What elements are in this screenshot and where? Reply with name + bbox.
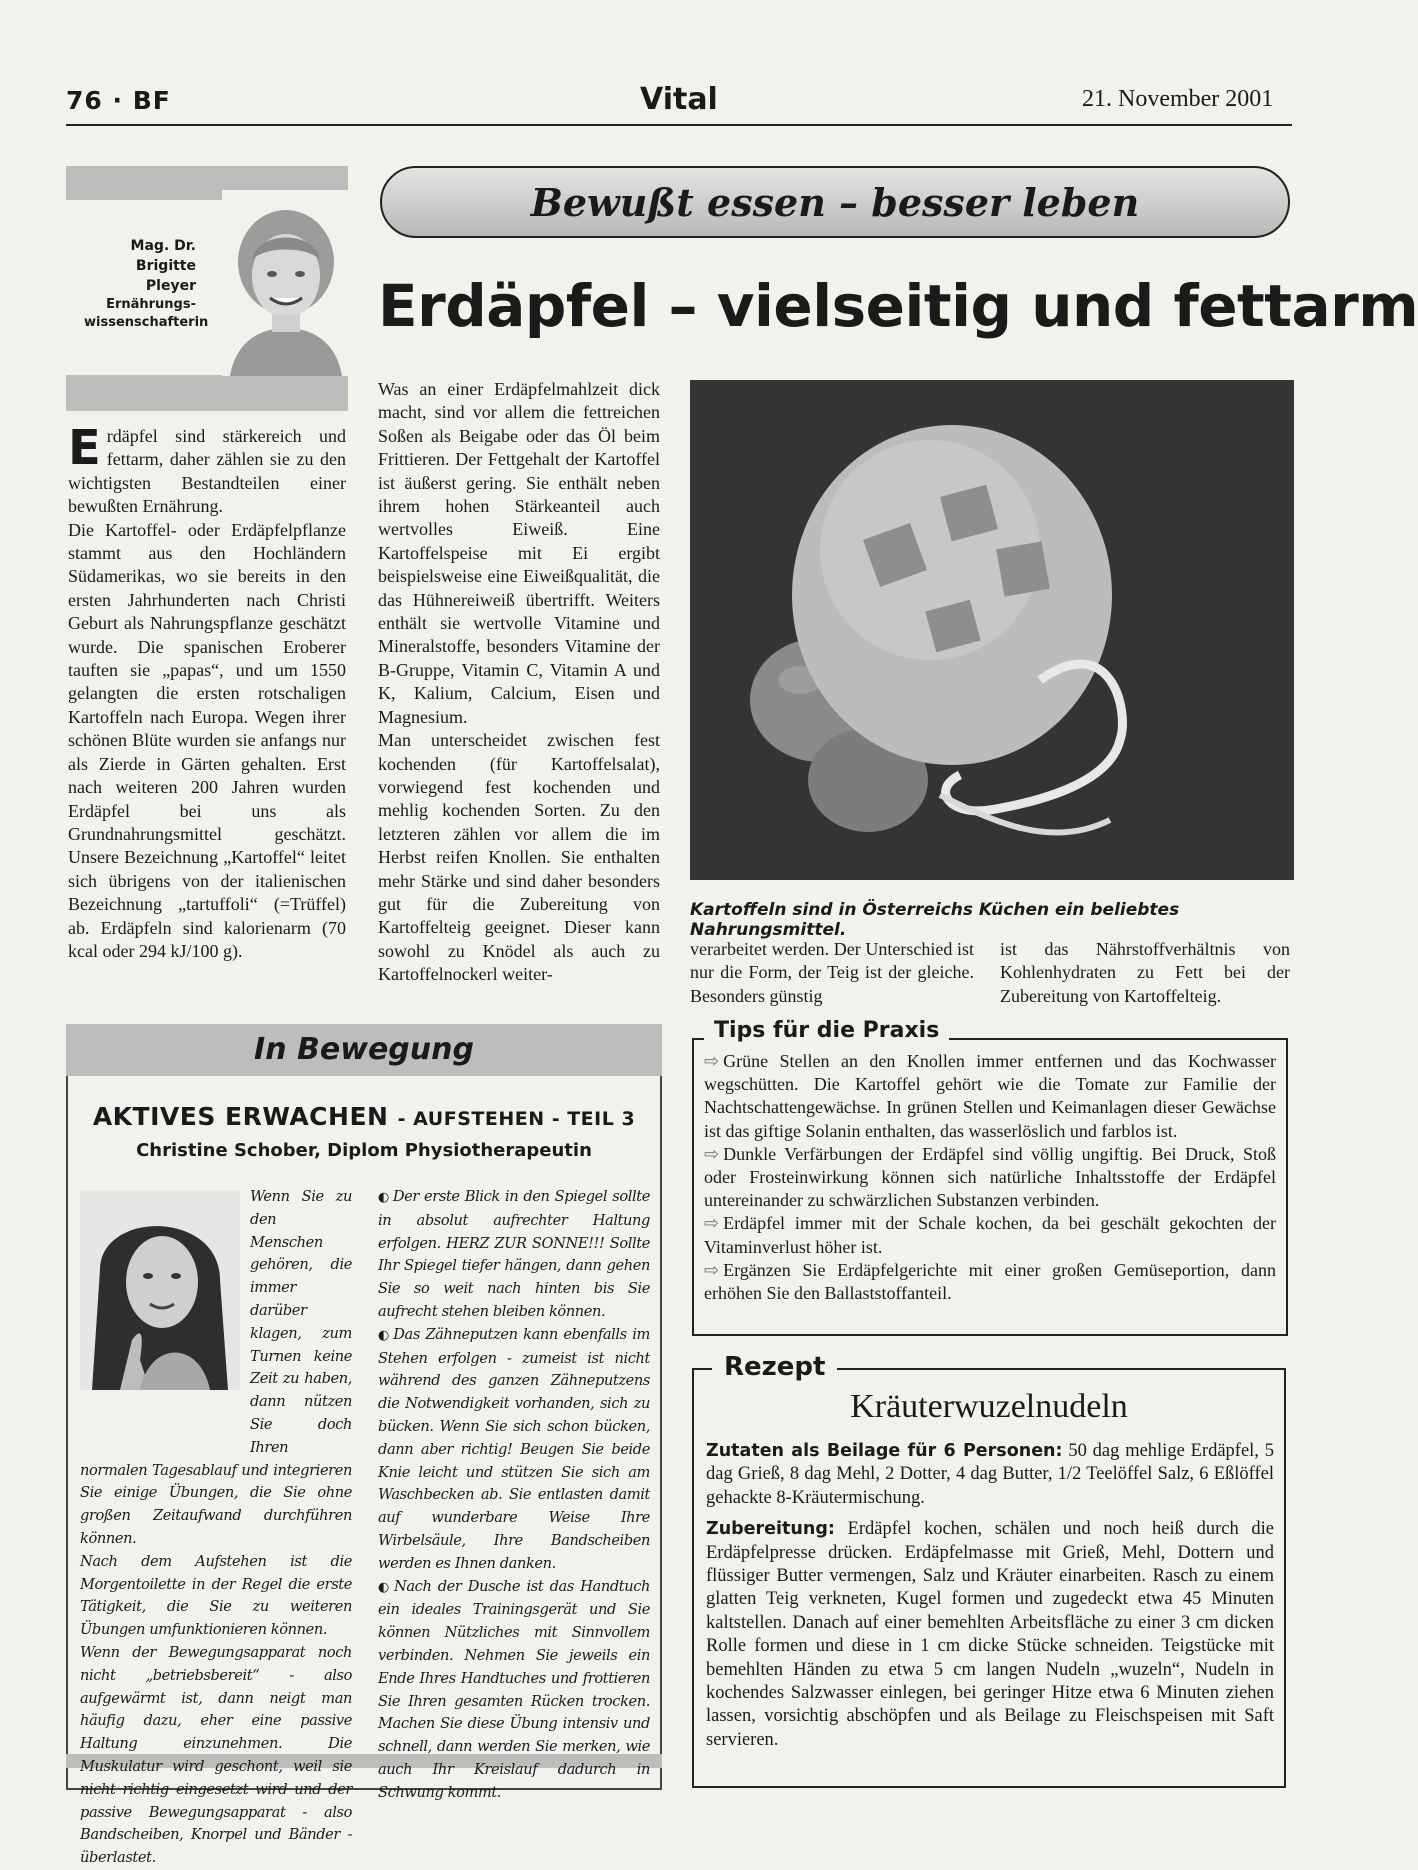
arrow-icon: ⇨ bbox=[704, 1213, 720, 1235]
exercise-item: ◐ Der erste Blick in den Spiegel sollte in absolut aufrechter Haltung erfolgen. HERZ ZUR SONNE!!! Sollte Ihr Spiegel tiefer hängen, dann gehen Sie so weit nach hinten bis Sie aufrecht stehen bleiben können. bbox=[378, 1188, 650, 1320]
arrow-icon: ⇨ bbox=[704, 1259, 720, 1281]
header-rule bbox=[66, 124, 1292, 126]
movement-headline: AKTIVES ERWACHEN - AUFSTEHEN - TEIL 3 bbox=[92, 1102, 636, 1131]
movement-section-title: In Bewegung bbox=[254, 1032, 474, 1067]
movement-column-2 bbox=[378, 1186, 650, 1805]
arrow-icon: ⇨ bbox=[704, 1051, 720, 1072]
page-number: 76 · BF bbox=[66, 86, 171, 115]
preparation-label: Zubereitung: bbox=[706, 1519, 835, 1540]
bullet-icon: ◐ bbox=[378, 1190, 390, 1205]
ingredients-label: Zutaten als Beilage für 6 Personen: bbox=[706, 1441, 1063, 1461]
tips-list bbox=[704, 1050, 1276, 1305]
recipe-title: Rezept bbox=[712, 1352, 837, 1382]
drop-cap: E bbox=[68, 420, 101, 476]
movement-column-1: Wenn Sie zu den Menschen gehören, die immer darüber klagen, zum Turnen keine Zeit zu haben, dann nützen Sie doch Ihren normalen Tagesablauf und integrieren Sie einige Übungen, die Sie ohne großen Zeitaufwand durchführen können. Nach dem Aufstehen ist die Morgentoilette in der Regel die erste Tätigkeit, die Sie zu weiteren Übungen umfunktionieren können. Wenn der Bewegungsapparat noch nicht „betriebsbereit“ - also aufgewärmt ist, dann neigt man häufig dazu, eher eine passive Haltung einzunehmen. Die Muskulatur wird geschont, weil sie nicht richtig eingesetzt wird und der passive Bewegungsapparat - also Bandscheiben, Knorpel und Bänder - überlastet. bbox=[80, 1188, 352, 1867]
article-column-1: Erdäpfel sind stärkereich und fettarm, daher zählen sie zu den wichtigsten Bestandteilen einer bewußten Ernährung. Die Kartoffel- oder Erdäpfelpflanze stammt aus den Hochländern Südamerikas, wo sie bereits in den ersten Jahrhunderten nach Christi Geburt als Nahrungspflanze geschätzt wurde. Die spanischen Eroberer tauften sie „papas“, und um 1550 gelangten die ersten rotschaligen Kartoffeln nach Europa. Wegen ihrer schönen Blüte wurden sie anfangs nur als Zierde in Gärten gehalten. Erst nach weiteren 200 Jahren wurden Erdäpfel bei uns als Grundnahrungsmittel geschätzt. Unsere Bezeichnung „Kartoffel“ leitet sich übrigens von der italienischen Bezeichnung „tartuffoli“ (=Trüffel) ab. Erdäpfeln sind kalorienarm (70 kcal oder 294 kJ/100 g). bbox=[68, 420, 346, 961]
photo-caption: Kartoffeln sind in Österreichs Küchen ein beliebtes Nahrungsmittel. bbox=[690, 900, 1180, 940]
arrow-icon: ⇨ bbox=[704, 1143, 720, 1165]
article-column-3a: verarbeitet werden. Der Unterschied ist nur die Form, der Teig ist der gleiche. Besonders günstig bbox=[690, 939, 974, 1006]
tip-item: ⇨ Erdäpfel immer mit der Schale kochen, da bei geschält gekochten der Vitaminverlust höher ist. bbox=[704, 1213, 1276, 1257]
tip-item: ⇨ Grüne Stellen an den Knollen immer entfernen und das Kochwasser wegschütten. Die Kartoffel gehört wie die Tomate zur Familie der Nachtschattengewächse. In grünen Stellen und Keimanlagen dieser Gewächse ist das giftige Solanin enthalten, das wasserlöslich und farblos ist. bbox=[704, 1051, 1276, 1141]
tip-item: ⇨ Ergänzen Sie Erdäpfelgerichte mit einer großen Gemüseportion, dann erhöhen Sie den Ballaststoffanteil. bbox=[704, 1259, 1276, 1304]
section-title: Vital bbox=[640, 82, 718, 117]
recipe-name: Kräuterwuzelnudeln bbox=[850, 1388, 1128, 1425]
headline: Erdäpfel – vielseitig und fettarm bbox=[378, 272, 1418, 340]
author-role: Ernährungs- wissenschafterin bbox=[84, 297, 209, 330]
potato-photo bbox=[690, 380, 1294, 880]
exercise-item: ◐ Das Zähneputzen kann ebenfalls im Stehen erfolgen - zumeist ist nicht während des ganzen Zähneputzens die Notwendigkeit vorhanden, sich zu bücken. Wenn Sie sich schon bücken, dann aber richtig! Beugen Sie beide Knie leicht und stützen Sie sich am Waschbecken ab. Sie entlasten damit auf wunderbare Weise Ihre Wirbelsäule, Ihre Bandscheiben werden es Ihnen danken. bbox=[378, 1325, 650, 1572]
bullet-icon: ◐ bbox=[378, 1327, 391, 1343]
movement-byline: Christine Schober, Diplom Physiotherapeutin bbox=[136, 1140, 592, 1161]
ingredients: 50 dag mehlige Erdäpfel, 5 dag Grieß, 8 dag Mehl, 2 Dotter, 4 dag Butter, 1/2 Teelöffel Salz, 6 Eßlöffel gehackte 8-Kräutermischung. bbox=[706, 1441, 1274, 1508]
article-column-2: Was an einer Erdäpfelmahlzeit dick macht, sind vor allem die fettreichen Soßen als Beigabe oder das Öl beim Frittieren. Der Fettgehalt der Kartoffel ist äußerst gering. Sie enthält neben ihrem hohen Stärkeanteil auch wertvolles Eiweiß. Eine Kartoffelspeise mit Ei ergibt beispielsweise eine Eiweißqualität, die das Hühnereiweiß übertrifft. Weiters enthält sie wertvolle Vitamine und Mineralstoffe, besonders Vitamine der B-Gruppe, Vitamin C, Vitamin A und K, Kalium, Calcium, Eisen und Magnesium. Man unterscheidet zwischen fest kochenden (für Kartoffelsalat), vorwiegend fest kochenden und mehlig kochenden Sorten. Zu den letzteren zählen vor allem die im Herbst reifen Knollen. Sie enthalten mehr Stärke und sind daher besonders gut für die Zubereitung von Kartoffelteig geeignet. Dieser kann sowohl zu Knödel als auch zu Kartoffelnockerl weiter- bbox=[378, 379, 660, 985]
bullet-icon: ◐ bbox=[378, 1579, 391, 1595]
tips-title: Tips für die Praxis bbox=[704, 1018, 949, 1043]
author-name: Mag. Dr. Brigitte Pleyer bbox=[130, 238, 196, 294]
recipe-body bbox=[706, 1440, 1274, 1760]
issue-date: 21. November 2001 bbox=[1082, 86, 1274, 112]
tip-item: ⇨ Dunkle Verfärbungen der Erdäpfel sind völlig ungiftig. Bei Druck, Stoß oder Frosteinwirkung können sich natürliche Inhaltsstoffe der Erdäpfel untereinander zu schwärzlichen Substanzen verbinden. bbox=[704, 1143, 1276, 1211]
author-bar-bottom bbox=[66, 375, 348, 411]
exercise-item: ◐ Nach der Dusche ist das Handtuch ein ideales Trainingsgerät und Sie können Nützliches mit Sinnvollem verbinden. Nehmen Sie jeweils ein Ende Ihres Handtuches und frottieren Sie Ihren gesamten Rücken trocken. Machen Sie diese Übung intensiv und schnell, dann werden Sie merken, wie auch Ihr Kreislauf dadurch in Schwung kommt. bbox=[378, 1577, 650, 1801]
article-column-3b: ist das Nährstoffverhältnis von Kohlenhydraten zu Fett bei der Zubereitung von Kartoffelteig. bbox=[1000, 939, 1290, 1006]
author-portrait bbox=[222, 190, 350, 376]
tagline: Bewußt essen – besser leben bbox=[380, 166, 1290, 238]
preparation: Erdäpfel kochen, schälen und noch heiß durch die Erdäpfelpresse drücken. Erdäpfelmasse mit Grieß, Mehl, Dottern und flüssiger Butter vermengen, Salz und Kräuter einarbeiten. Rasch zu einem glatten Teig verkneten, Kugel formen und zugedeckt etwa 45 Minuten kaltstellen. Danach auf einer bemehlten Arbeitsfläche zu einer 3 cm dicken Rolle formen und diese in 1 cm dicke Stücke schneiden. Teigstücke mit bemehlten Händen zu etwa 5 cm langen Nudeln „wuzeln“, Nudeln in kochendes Salzwasser einlegen, bei geringer Hitze etwa 6 Minuten ziehen lassen, vorsichtig abschöpfen und als Beilage zu Fleischspeisen mit Saft servieren. bbox=[706, 1519, 1275, 1750]
